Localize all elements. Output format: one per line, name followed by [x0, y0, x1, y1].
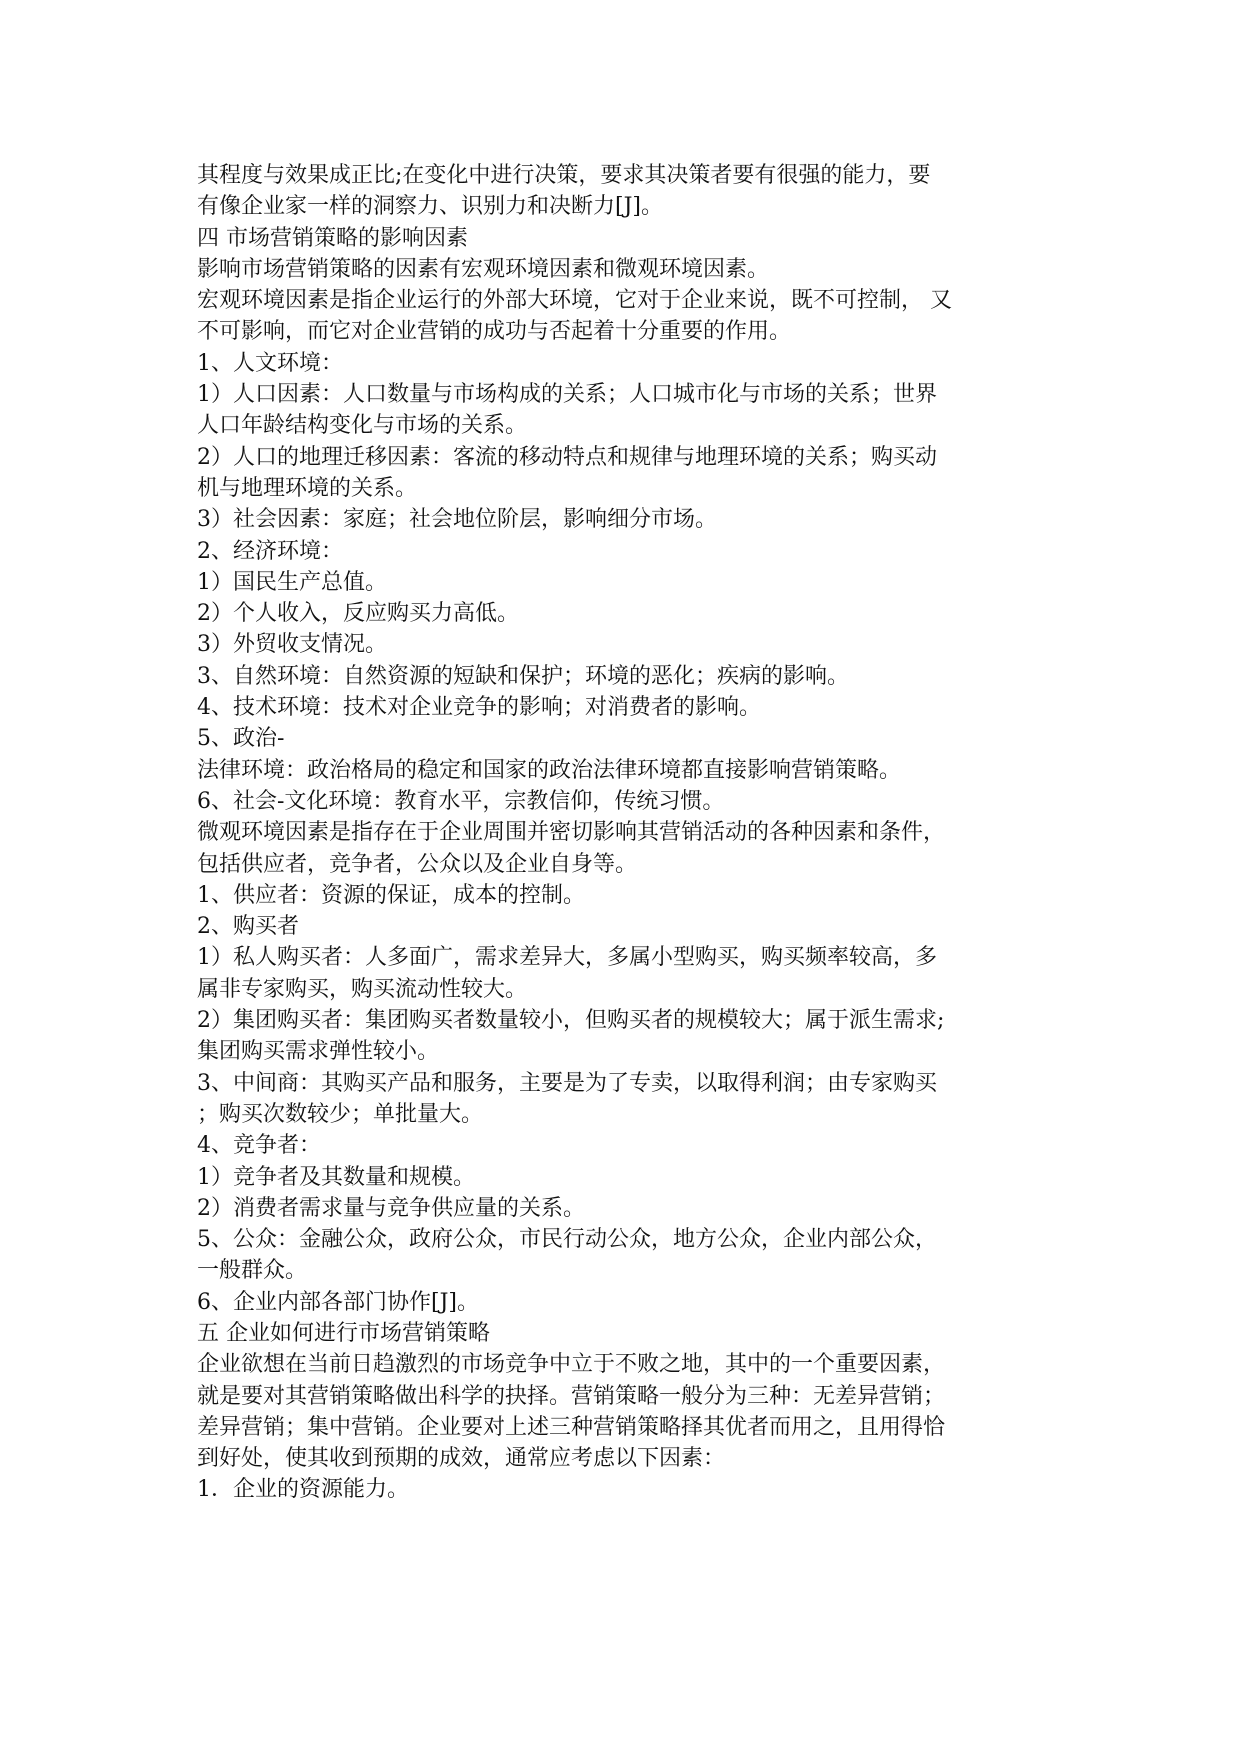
text-line: 影响市场营销策略的因素有宏观环境因素和微观环境因素。	[197, 256, 770, 282]
text-line: 6、社会-文化环境：教育水平，宗教信仰，传统习惯。	[197, 788, 725, 814]
text-line: 差异营销；集中营销。企业要对上述三种营销策略择其优者而用之，且用得恰	[197, 1414, 946, 1440]
text-line: 微观环境因素是指存在于企业周围并密切影响其营销活动的各种因素和条件，	[197, 820, 946, 846]
text-line: 1、人文环境：	[197, 350, 343, 376]
text-line: 3、中间商：其购买产品和服务，主要是为了专卖，以取得利润；由专家购买	[197, 1070, 937, 1096]
text-line: 2）集团购买者：集团购买者数量较小，但购买者的规模较大；属于派生需求;	[197, 1008, 945, 1034]
text-line: 人口年龄结构变化与市场的关系。	[197, 413, 528, 439]
text-line: 机与地理环境的关系。	[197, 475, 418, 501]
text-line: 2）个人收入，反应购买力高低。	[197, 601, 519, 627]
text-line: 1）竞争者及其数量和规模。	[197, 1164, 475, 1190]
text-line: 5、政治-	[197, 726, 285, 752]
text-line: 1）人口因素：人口数量与市场构成的关系；人口城市化与市场的关系；世界	[197, 382, 937, 408]
text-line: 属非专家购买，购买流动性较大。	[197, 976, 528, 1002]
text-line: ；购买次数较少；单批量大。	[197, 1101, 484, 1127]
text-line: 一般群众。	[197, 1258, 308, 1284]
text-line: 其程度与效果成正比;在变化中进行决策，要求其决策者要有很强的能力，要	[197, 163, 931, 188]
text-line: 包括供应者，竞争者，公众以及企业自身等。	[197, 851, 638, 877]
text-line: 2、经济环境：	[197, 538, 343, 564]
text-line: 宏观环境因素是指企业运行的外部大环境，它对于企业来说，既不可控制， 又	[197, 288, 952, 314]
text-line: 4、技术环境：技术对企业竞争的影响；对消费者的影响。	[197, 695, 761, 721]
section-heading: 四 市场营销策略的影响因素	[197, 225, 468, 251]
text-line: 有像企业家一样的洞察力、识别力和决断力[J]。	[197, 194, 663, 220]
text-line: 不可影响，而它对企业营销的成功与否起着十分重要的作用。	[197, 319, 792, 345]
text-line: 1）国民生产总值。	[197, 569, 387, 595]
text-line: 1、供应者：资源的保证，成本的控制。	[197, 882, 585, 908]
text-line: 5、公众：金融公众，政府公众，市民行动公众，地方公众，企业内部公众，	[197, 1227, 937, 1253]
text-line: 到好处，使其收到预期的成效，通常应考虑以下因素：	[197, 1446, 726, 1472]
text-line: 6、企业内部各部门协作[J]。	[197, 1289, 479, 1315]
text-line: 4、竞争者：	[197, 1133, 321, 1159]
text-line: 3）外贸收支情况。	[197, 632, 387, 658]
text-line: 3、自然环境：自然资源的短缺和保护；环境的恶化；疾病的影响。	[197, 663, 849, 689]
text-line: 法律环境：政治格局的稳定和国家的政治法律环境都直接影响营销策略。	[197, 757, 902, 783]
text-line: 3）社会因素：家庭；社会地位阶层，影响细分市场。	[197, 507, 717, 533]
text-line: 1．企业的资源能力。	[197, 1477, 409, 1503]
section-heading: 五 企业如何进行市场营销策略	[197, 1320, 490, 1346]
text-line: 2）人口的地理迁移因素：客流的移动特点和规律与地理环境的关系；购买动	[197, 444, 937, 470]
text-line: 2、购买者	[197, 914, 299, 940]
text-line: 集团购买需求弹性较小。	[197, 1039, 440, 1065]
text-line: 2）消费者需求量与竞争供应量的关系。	[197, 1195, 585, 1221]
text-line: 就是要对其营销策略做出科学的抉择。营销策略一般分为三种：无差异营销；	[197, 1383, 946, 1409]
text-line: 1）私人购买者：人多面广，需求差异大，多属小型购买，购买频率较高，多	[197, 945, 937, 971]
body-text	[197, 160, 1057, 1506]
text-line: 企业欲想在当前日趋激烈的市场竞争中立于不败之地，其中的一个重要因素，	[197, 1352, 946, 1378]
